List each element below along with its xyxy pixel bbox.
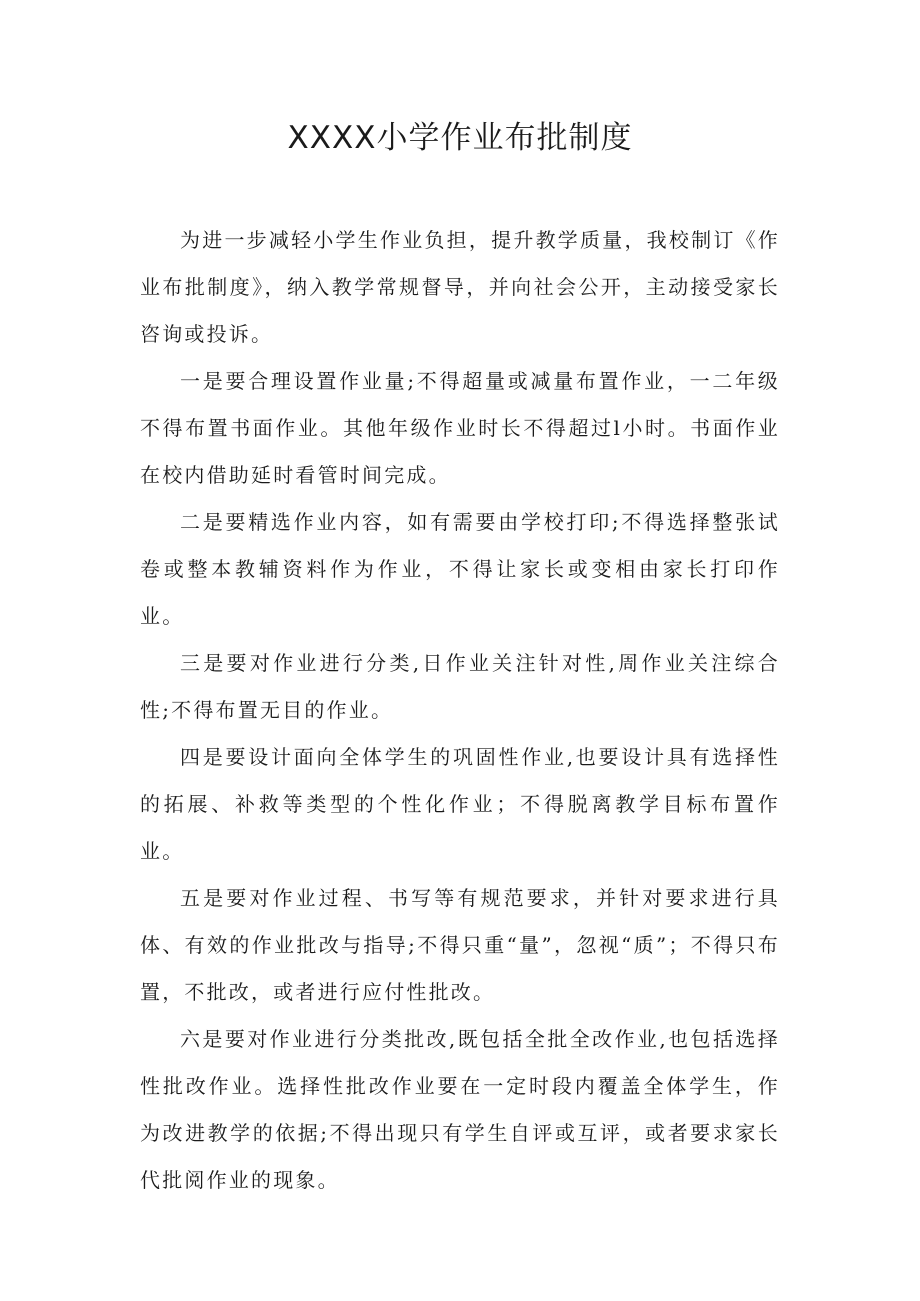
paragraph-intro: 为进一步减轻小学生作业负担，提升教学质量，我校制订《作业布批制度》，纳入教学常规督导，并向社会公开，主动接受家长咨询或投诉。 bbox=[140, 228, 780, 346]
paragraph-rule-2: 二是要精选作业内容，如有需要由学校打印;不得选择整张试卷或整本教辅资料作为作业，不得让家长或变相由家长打印作业。 bbox=[140, 510, 780, 628]
paragraph-rule-5: 五是要对作业过程、书写等有规范要求，并针对要求进行具体、有效的作业批改与指导;不得只重“量”，忽视“质”；不得只布置，不批改，或者进行应付性批改。 bbox=[140, 886, 780, 1004]
document-title: XXXX小学作业布批制度 bbox=[287, 120, 633, 156]
paragraph-rule-6: 六是要对作业进行分类批改,既包括全批全改作业,也包括选择性批改作业。选择性批改作业要在一定时段内覆盖全体学生，作为改进教学的依据;不得出现只有学生自评或互评，或者要求家长代批阅作业的现象。 bbox=[140, 1027, 780, 1192]
paragraph-rule-1: 一是要合理设置作业量;不得超量或减量布置作业，一二年级不得布置书面作业。其他年级作业时长不得超过l小时。书面作业在校内借助延时看管时间完成。 bbox=[140, 369, 780, 487]
paragraph-rule-4: 四是要设计面向全体学生的巩固性作业,也要设计具有选择性的拓展、补救等类型的个性化作业；不得脱离教学目标布置作业。 bbox=[140, 745, 780, 863]
document-body bbox=[140, 217, 780, 1204]
paragraph-rule-3: 三是要对作业进行分类,日作业关注针对性,周作业关注综合性;不得布置无目的作业。 bbox=[140, 651, 780, 722]
